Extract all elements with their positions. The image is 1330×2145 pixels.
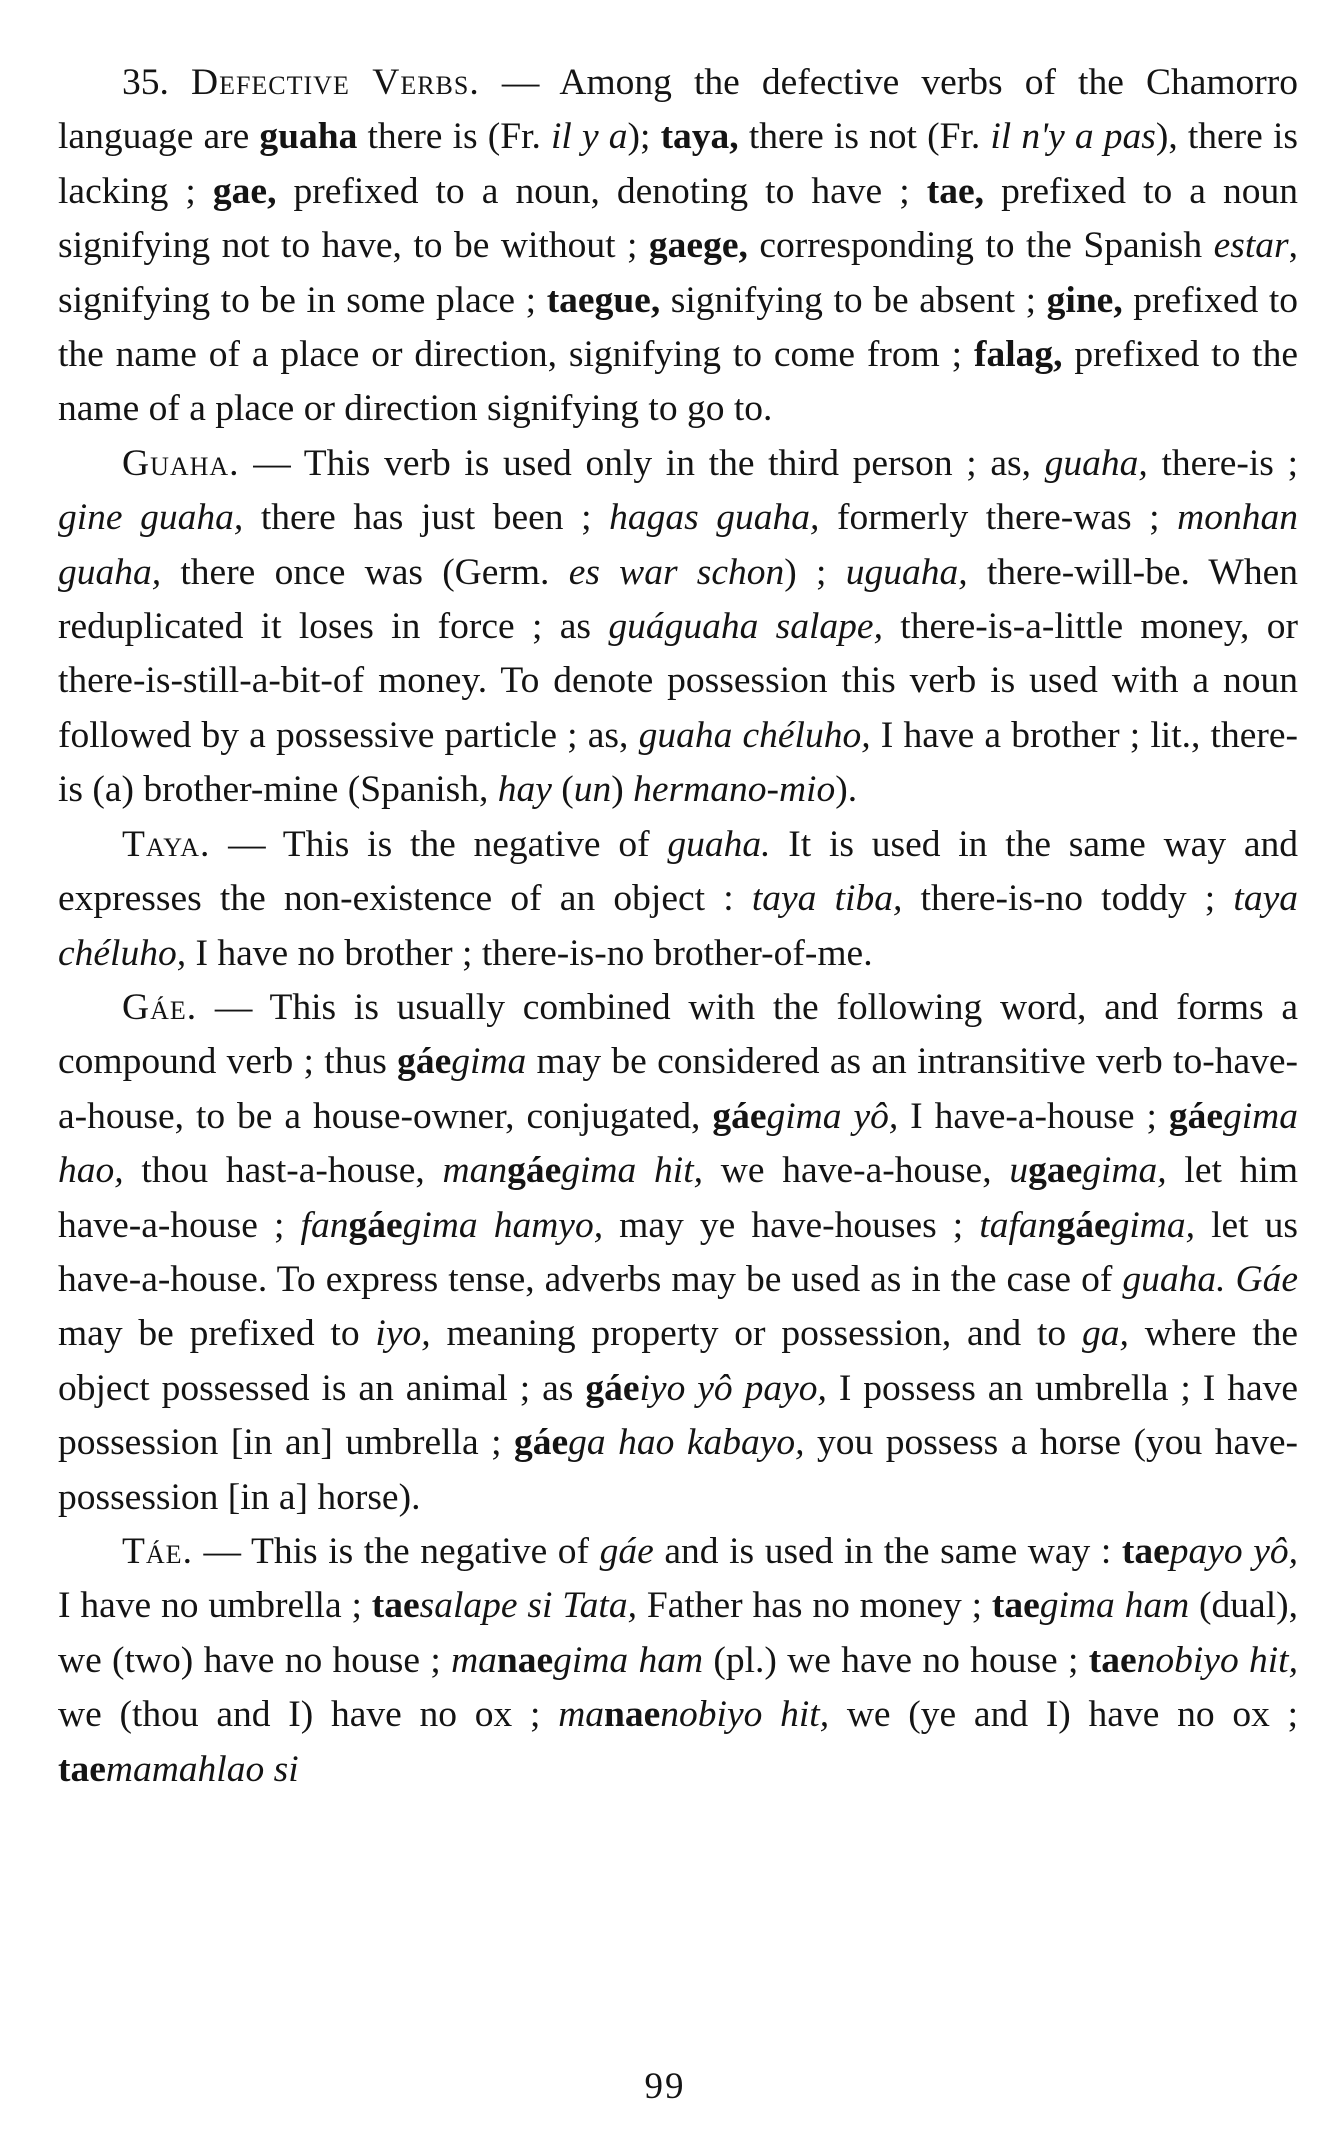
entry-heading: Taya. (122, 823, 211, 865)
example: iyo yô payo, (639, 1367, 827, 1409)
prefix: tae (58, 1748, 106, 1790)
paragraph-tae (58, 1525, 1298, 1797)
prefix: gáe (1056, 1204, 1111, 1246)
text: ) ; (784, 551, 846, 593)
example: hay (497, 769, 552, 811)
paragraph-defective-verbs (58, 56, 1298, 437)
paragraph-taya (58, 818, 1298, 981)
prefix: gáe (348, 1204, 403, 1246)
prefix: gáe (514, 1422, 569, 1464)
example: nobiyo hit, (660, 1694, 830, 1736)
text: there-is ; (1147, 442, 1298, 484)
text: signifying to be absent ; (660, 279, 1047, 321)
text: I have a brother ; lit., there-is (a) brother-mine (Spanish, (58, 714, 1298, 811)
text: ); (627, 116, 661, 158)
example: guaha. (1122, 1258, 1226, 1300)
page-number: 99 (644, 2066, 686, 2107)
example: tafan (979, 1204, 1057, 1246)
text: Father has no money ; (636, 1585, 992, 1627)
example: gima, (1110, 1204, 1195, 1246)
example: gima yô, (766, 1095, 899, 1137)
example: gáe (599, 1530, 654, 1572)
text: (pl.) we have no house ; (703, 1639, 1089, 1681)
prefix: gáe (1168, 1095, 1223, 1137)
text: — This verb is used only in the third person ; as, (239, 442, 1045, 484)
text: may be prefixed to (58, 1313, 376, 1355)
example: gima hamyo, (402, 1204, 604, 1246)
text: prefixed to the name of a place or direction signifying to go to. (58, 334, 1298, 430)
text: there-will-be. When reduplicated it loses in force ; as (58, 551, 1298, 648)
text: there-is-a-little money, or there-is-still-a-bit-of money. To denote possession this verb is used with a noun followed by a possessive particle ; as, (58, 606, 1298, 756)
term: taya, (660, 116, 739, 158)
example: gima ham (1039, 1585, 1190, 1627)
text: prefixed to a noun signifying not to have, to be without ; (58, 170, 1299, 267)
example: gima (451, 1041, 527, 1083)
text: prefixed to a noun, denoting to have ; (276, 170, 927, 212)
example: taya tiba, (751, 878, 903, 920)
prefix: tae (1121, 1530, 1170, 1572)
example: fan (300, 1204, 349, 1246)
main-text (58, 56, 1298, 1797)
example: payo yô, (1169, 1530, 1298, 1572)
example: es war schon (568, 551, 785, 593)
text: corresponding to the Spanish (747, 225, 1214, 267)
text (1225, 1259, 1235, 1300)
text: let him have-a-house ; (58, 1150, 1298, 1246)
example: ma (451, 1639, 497, 1681)
prefix: gáe (507, 1150, 562, 1192)
text: there is not (Fr. (738, 116, 991, 158)
text: ( (551, 769, 574, 811)
example: ma (558, 1694, 605, 1736)
text: , signifying to be in some place ; (58, 225, 1298, 321)
paragraph-gae (58, 981, 1298, 1525)
text: there is (Fr. (357, 116, 552, 158)
example: salape si Tata, (419, 1585, 637, 1627)
text: — This is usually combined with the following word, and forms a compound verb ; thus (58, 986, 1298, 1083)
text: — Among the defective verbs of the Chamorro language are (58, 62, 1298, 158)
example: gine guaha, (58, 497, 244, 539)
text: It is used in the same way and expresses the non-existence of an object : (58, 823, 1299, 920)
example: guaha. (667, 823, 771, 865)
term: taegue, (546, 279, 661, 321)
entry-heading: Guaha. (122, 442, 240, 484)
text: we (thou and I) have no ox ; (58, 1694, 559, 1736)
example: monhan guaha, (58, 497, 1298, 593)
prefix: gáe (712, 1095, 767, 1137)
term: gae, (212, 170, 277, 212)
text: meaning property or possession, and to (430, 1313, 1083, 1355)
text: there-is-no toddy ; (902, 878, 1234, 920)
text: may be considered as an intransitive verb to-have-a-house, to be a house-owner, conjugated, (58, 1041, 1298, 1137)
foreign-word: estar (1213, 225, 1289, 267)
text: — This is the negative of (192, 1530, 600, 1572)
text: (dual), we (two) have no house ; (58, 1585, 1298, 1681)
example: u (1009, 1150, 1029, 1192)
text: there once was (Germ. (161, 551, 569, 593)
text: I have-a-house ; (898, 1095, 1169, 1137)
text: where the object possessed is an animal ; as (58, 1313, 1299, 1409)
foreign-word: il y a (551, 116, 628, 158)
entry-heading: Táe. (122, 1530, 193, 1572)
example: gima hao, (58, 1095, 1298, 1192)
text: I have no brother ; there-is-no brother-of-me. (186, 932, 873, 974)
example: gima ham (553, 1639, 704, 1681)
example: gima, (1082, 1150, 1167, 1192)
example: nobiyo hit, (1136, 1639, 1298, 1681)
prefix: tae (371, 1585, 420, 1627)
prefix: gae (1028, 1150, 1083, 1192)
text: prefixed to the name of a place or direction, signifying to come from ; (58, 279, 1298, 376)
text: there has just been ; (243, 497, 610, 539)
text: I have no umbrella ; (58, 1585, 372, 1627)
prefix: tae (1088, 1639, 1137, 1681)
prefix: gáe (585, 1367, 640, 1409)
text: formerly there-was ; (819, 497, 1178, 539)
example: un (573, 769, 612, 811)
text: ) (611, 769, 634, 811)
text: ). (835, 769, 858, 811)
example: hagas guaha, (609, 497, 820, 539)
prefix: gáe (397, 1041, 452, 1083)
example: guáguaha salape, (608, 606, 883, 648)
prefix: naе (496, 1639, 554, 1681)
text: and is used in the same way : (653, 1530, 1122, 1572)
text: — This is the negative of (210, 823, 668, 865)
example: hermano-mio (633, 769, 836, 811)
example: Gáe (1235, 1258, 1298, 1300)
text: ), there is lacking ; (58, 116, 1298, 212)
text: you possess a horse (you have-possession [in a] horse). (58, 1422, 1298, 1518)
paragraph-guaha (58, 437, 1298, 818)
section-number: 35. (122, 62, 191, 103)
text: we (ye and I) have no ox ; (829, 1694, 1298, 1736)
term: gaege, (648, 225, 748, 267)
term: tae, (926, 170, 985, 212)
foreign-word: il n'y a pas (990, 116, 1156, 158)
term: gine, (1046, 279, 1123, 321)
term: falag, (973, 334, 1063, 376)
entry-heading: Gáe. (122, 986, 198, 1028)
text: let us have-a-house. To express tense, adverbs may be used as in the case of (58, 1204, 1299, 1300)
example: iyo, (375, 1313, 431, 1355)
example: ga hao kabayo, (568, 1422, 805, 1464)
text: we have-a-house, (703, 1150, 1010, 1192)
text: may ye have-houses ; (603, 1204, 980, 1246)
example: taya chéluho, (58, 878, 1298, 974)
example: man (442, 1150, 508, 1192)
example: uguaha, (845, 551, 968, 593)
example: guaha, (1044, 442, 1148, 484)
example: gima hit, (561, 1150, 704, 1192)
example: mamahlao si (105, 1748, 299, 1790)
text: thou hast-a-house, (123, 1150, 443, 1192)
prefix: nae (604, 1694, 661, 1736)
example: guaha chéluho, (638, 714, 871, 756)
term: guaha (259, 116, 358, 158)
prefix: tae (991, 1585, 1040, 1627)
section-heading: Defective Verbs. (190, 62, 480, 103)
example: ga, (1082, 1313, 1129, 1355)
text: I possess an umbrella ; I have possession [in an] umbrella ; (58, 1367, 1298, 1464)
